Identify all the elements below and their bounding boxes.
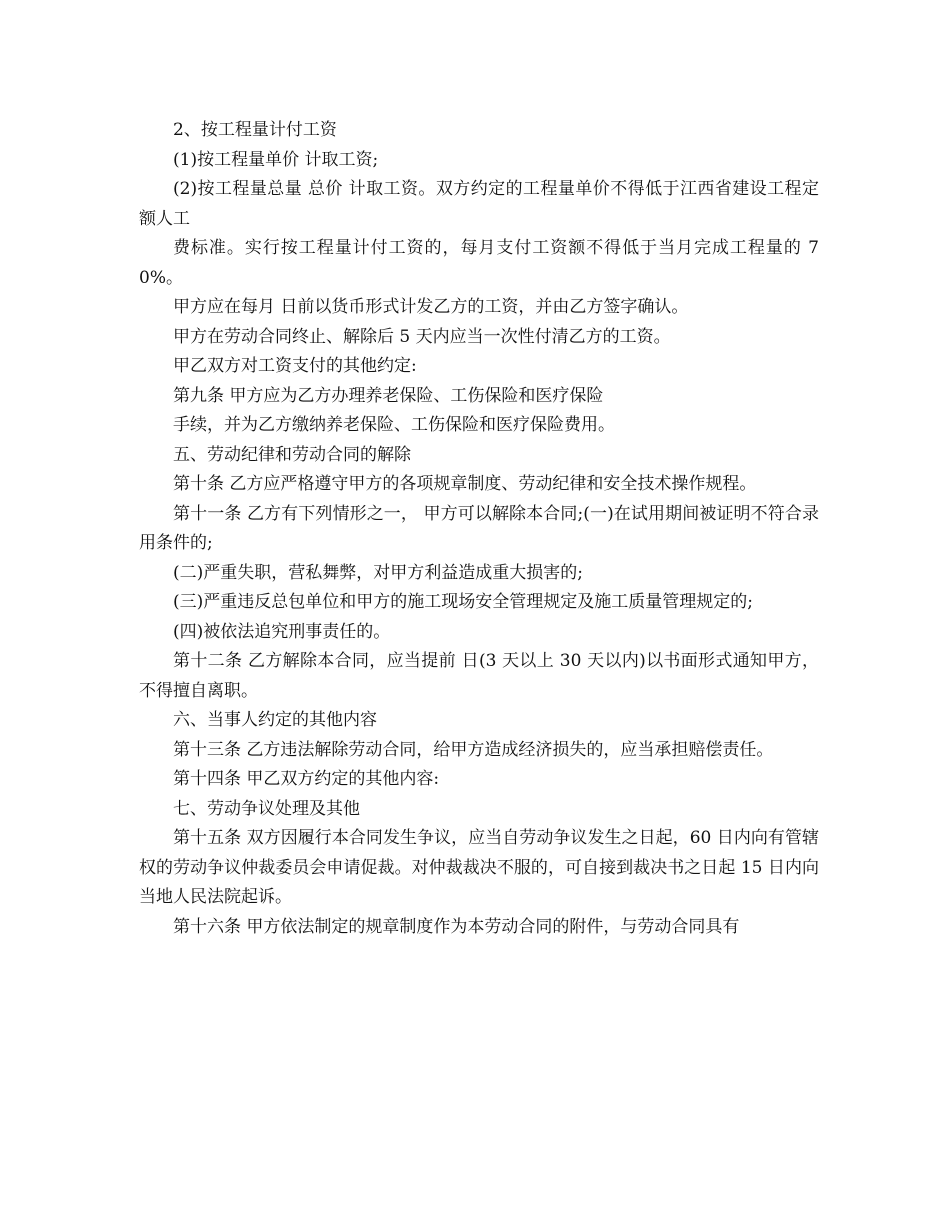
paragraph-8: 第九条 甲方应为乙方办理养老保险、工伤保险和医疗保险 [173,385,604,406]
section-heading-6: 六、当事人约定的其他内容 [173,710,377,730]
paragraph-13: (二)严重失职，营私舞弊，对甲方利益造成重大损害的; [173,562,583,583]
paragraph-11: 第十条 乙方应严格遵守甲方的各项规章制度、劳动纪律和安全技术操作规程。 [173,474,757,494]
paragraph-6: 甲方在劳动合同终止、解除后 5 天内应当一次性付清乙方的工资。 [173,326,671,347]
paragraph-4: 费标准。实行按工程量计付工资的，每月支付工资额不得低于当月完成工程量的 70%。 [139,238,819,288]
paragraph-18: 第十三条 乙方违法解除劳动合同，给甲方造成经济损失的，应当承担赔偿责任。 [173,739,774,760]
section-heading-5: 五、劳动纪律和劳动合同的解除 [173,444,411,465]
paragraph-9: 手续，并为乙方缴纳养老保险、工伤保险和医疗保险费用。 [173,415,615,435]
paragraph-21: 第十五条 双方因履行本合同发生争议，应当自劳动争议发生之日起，60 日内向有管辖权的劳动争议仲裁委员会申请促裁。对仲裁裁决不服的，可自接到裁决书之日起 15 日内向当地人民法院起诉。 [139,828,819,907]
paragraph-16: 第十二条 乙方解除本合同，应当提前 日(3 天以上 30 天以内)以书面形式通知甲方，不得擅自离职。 [139,651,819,701]
paragraph-1: 2、按工程量计付工资 [173,120,337,140]
paragraph-12: 第十一条 乙方有下列情形之一， 甲方可以解除本合同;(一)在试用期间被证明不符合录用条件的; [139,503,819,553]
paragraph-2: (1)按工程量单价 计取工资; [173,149,379,170]
paragraph-22: 第十六条 甲方依法制定的规章制度作为本劳动合同的附件，与劳动合同具有 [173,916,740,937]
document-body [139,116,819,942]
paragraph-14: (三)严重违反总包单位和甲方的施工现场安全管理规定及施工质量管理规定的; [173,592,753,612]
paragraph-15: (四)被依法追究刑事责任的。 [173,621,391,642]
paragraph-7: 甲乙双方对工资支付的其他约定: [173,356,417,376]
section-heading-7: 七、劳动争议处理及其他 [173,798,360,819]
paragraph-5: 甲方应在每月 日前以货币形式计发乙方的工资，并由乙方签字确认。 [173,297,689,317]
paragraph-3: (2)按工程量总量 总价 计取工资。双方约定的工程量单价不得低于江西省建设工程定额人工 [139,179,819,229]
paragraph-19: 第十四条 甲乙双方约定的其他内容: [173,769,440,789]
